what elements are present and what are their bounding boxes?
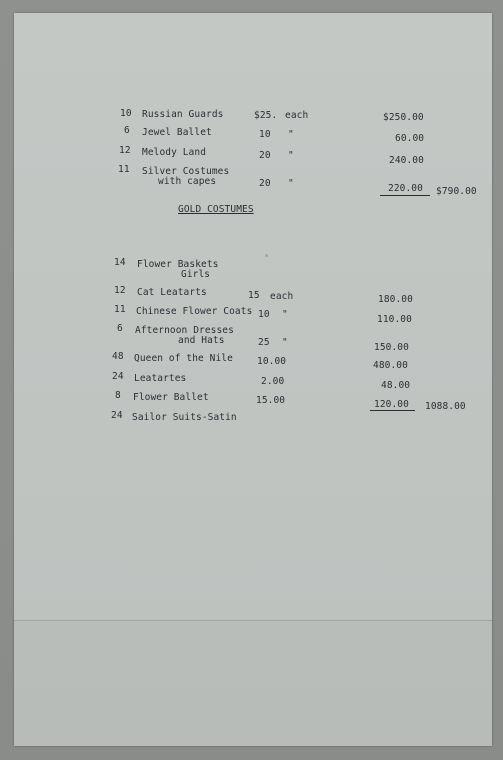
item-amount: 480.00 <box>373 360 408 371</box>
item-name: Queen of the Nile <box>134 353 233 364</box>
item-amount: 48.00 <box>381 380 411 391</box>
item-price: 10.00 <box>257 356 287 367</box>
item-name-continued: Girls <box>181 269 211 280</box>
item-name: Flower Ballet <box>133 392 209 403</box>
item-unit: " <box>288 150 294 161</box>
item-name: Melody Land <box>142 147 207 158</box>
item-price: 15.00 <box>256 395 286 406</box>
item-unit: " <box>288 178 294 189</box>
item-qty: 24 <box>111 410 123 421</box>
item-amount: 60.00 <box>395 133 425 144</box>
item-qty: 48 <box>112 351 124 362</box>
item-qty: 12 <box>119 145 131 156</box>
item-qty: 6 <box>117 323 123 334</box>
item-unit: " <box>282 309 288 320</box>
item-name: Jewel Ballet <box>142 127 212 138</box>
item-name-continued: with capes <box>158 176 217 187</box>
item-name-continued: and Hats <box>178 335 225 346</box>
item-qty: 6 <box>124 125 130 136</box>
item-price: 15 <box>248 290 260 301</box>
item-unit: " <box>288 129 294 140</box>
item-price: 10 <box>258 309 270 320</box>
item-name: Sailor Suits-Satin <box>132 412 237 423</box>
item-amount: 180.00 <box>378 294 413 305</box>
item-qty: 11 <box>118 164 130 175</box>
item-price: 10 <box>259 129 271 140</box>
item-price: 2.00 <box>261 376 285 387</box>
item-name: Leatartes <box>134 373 187 384</box>
item-qty: 14 <box>114 257 126 268</box>
item-amount: 220.00 <box>388 183 423 194</box>
item-qty: 10 <box>120 108 132 119</box>
item-qty: 11 <box>114 304 126 315</box>
item-qty: 12 <box>114 285 126 296</box>
fold-shadow <box>14 621 492 746</box>
item-name: Chinese Flower Coats <box>136 306 253 317</box>
item-unit: each <box>270 291 294 302</box>
item-name: Russian Guards <box>142 109 224 120</box>
item-amount: 120.00 <box>374 399 409 410</box>
item-amount: $250.00 <box>383 112 424 123</box>
item-unit: each <box>285 110 309 121</box>
item-price: 20 <box>259 150 271 161</box>
item-name: Cat Leatarts <box>137 287 207 298</box>
item-name: Flower Baskets <box>137 259 219 270</box>
item-price: $25. <box>254 110 278 121</box>
item-qty: 24 <box>112 371 124 382</box>
group-total: $790.00 <box>436 186 477 197</box>
item-price: 25 <box>258 337 270 348</box>
item-unit: " <box>282 337 288 348</box>
item-name: Silver Costumes <box>142 166 230 177</box>
total-underline <box>380 195 430 196</box>
paper-speck <box>265 254 268 257</box>
item-qty: 8 <box>115 390 121 401</box>
total-underline <box>370 410 415 411</box>
section-heading: GOLD COSTUMES <box>178 204 254 215</box>
item-amount: 150.00 <box>374 342 409 353</box>
item-amount: 110.00 <box>377 314 412 325</box>
item-price: 20 <box>259 178 271 189</box>
group-total: 1088.00 <box>425 401 466 412</box>
item-amount: 240.00 <box>389 155 424 166</box>
paper-fold-line <box>14 620 492 621</box>
item-name: Afternoon Dresses <box>135 325 234 336</box>
